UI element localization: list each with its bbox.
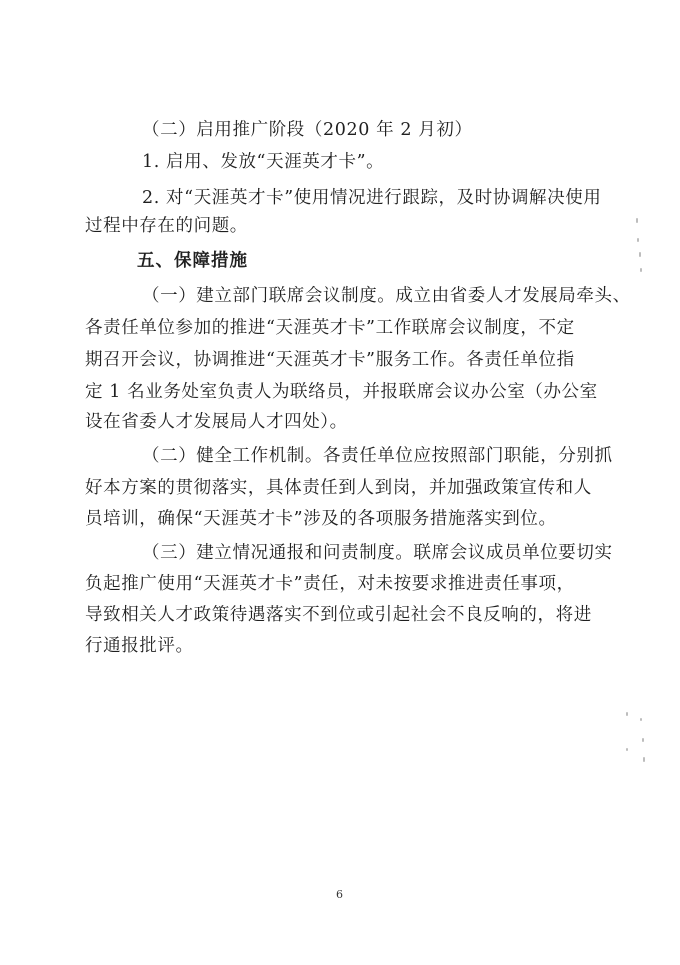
list-item-1: 1. 启用、发放“天涯英才卡”。 (142, 152, 385, 172)
scan-speck (637, 238, 639, 242)
paragraph-1-line-1: （一）建立部门联席会议制度。成立由省委人才发展局牵头、 (142, 286, 631, 306)
list-item-2-line-2: 过程中存在的问题。 (85, 216, 248, 236)
paragraph-3-line-1: （三）建立情况通报和问责制度。联席会议成员单位要切实 (142, 543, 613, 563)
paragraph-1-line-5: 设在省委人才发展局人才四处）。 (85, 412, 348, 432)
scan-speck (639, 252, 641, 257)
scan-speck (626, 712, 628, 716)
page-number: 6 (336, 888, 343, 901)
scan-speck (640, 268, 642, 272)
paragraph-3-line-2: 负起推广使用“天涯英才卡”责任，对未按要求推进责任事项， (85, 574, 575, 594)
section-heading-safeguards: 五、保障措施 (137, 251, 248, 271)
scan-speck (643, 757, 645, 762)
subsection-heading-promotion-phase: （二）启用推广阶段（2020 年 2 月初） (142, 120, 473, 140)
paragraph-2-line-3: 员培训，确保“天涯英才卡”涉及的各项服务措施落实到位。 (85, 509, 557, 529)
scan-speck (636, 218, 638, 223)
scan-speck (640, 718, 642, 721)
paragraph-1-line-2: 各责任单位参加的推进“天涯英才卡”工作联席会议制度，不定 (85, 318, 575, 338)
list-item-2-line-1: 2. 对“天涯英才卡”使用情况进行跟踪，及时协调解决使用 (142, 188, 602, 208)
paragraph-3-line-4: 行通报批评。 (85, 636, 194, 656)
paragraph-2-line-2: 好本方案的贯彻落实，具体责任到人到岗，并加强政策宣传和人 (85, 478, 592, 498)
paragraph-2-line-1: （二）健全工作机制。各责任单位应按照部门职能，分别抓 (142, 446, 613, 466)
scan-speck (626, 748, 628, 751)
scan-speck (642, 738, 644, 742)
paragraph-3-line-3: 导致相关人才政策待遇落实不到位或引起社会不良反响的，将进 (85, 605, 592, 625)
paragraph-1-line-3: 期召开会议，协调推进“天涯英才卡”服务工作。各责任单位指 (85, 350, 575, 370)
paragraph-1-line-4: 定 1 名业务处室负责人为联络员，并报联席会议办公室（办公室 (85, 382, 598, 402)
